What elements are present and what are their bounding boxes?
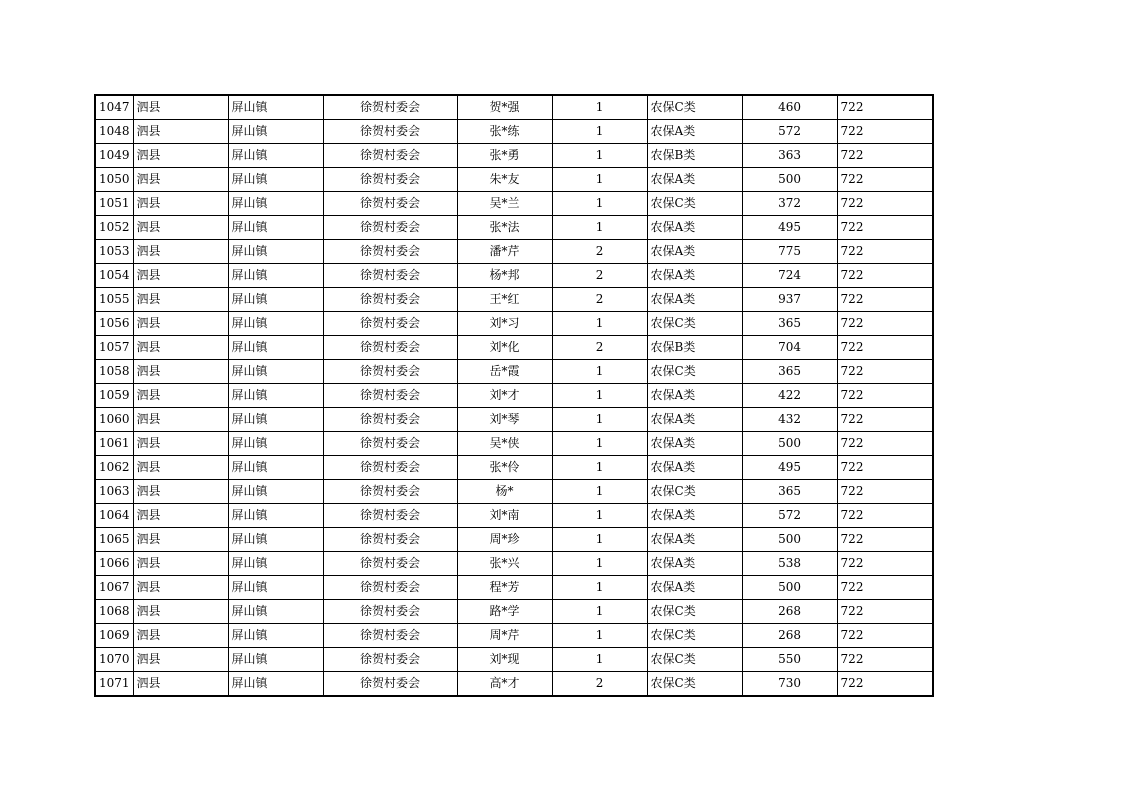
town-cell: 屏山镇 bbox=[228, 504, 323, 528]
amount-cell: 268 bbox=[742, 624, 837, 648]
category-cell: 农保A类 bbox=[647, 576, 742, 600]
standard-cell: 722 bbox=[837, 672, 933, 697]
town-cell: 屏山镇 bbox=[228, 360, 323, 384]
table-row bbox=[95, 624, 933, 648]
table-row bbox=[95, 264, 933, 288]
town-cell: 屏山镇 bbox=[228, 456, 323, 480]
category-cell: 农保C类 bbox=[647, 648, 742, 672]
household-count-cell: 1 bbox=[552, 528, 647, 552]
standard-cell: 722 bbox=[837, 192, 933, 216]
village-committee-cell: 徐贺村委会 bbox=[323, 240, 457, 264]
amount-cell: 372 bbox=[742, 192, 837, 216]
table-row bbox=[95, 216, 933, 240]
row-number-cell: 1051 bbox=[95, 192, 133, 216]
town-cell: 屏山镇 bbox=[228, 312, 323, 336]
household-count-cell: 1 bbox=[552, 576, 647, 600]
village-committee-cell: 徐贺村委会 bbox=[323, 456, 457, 480]
village-committee-cell: 徐贺村委会 bbox=[323, 648, 457, 672]
table-row bbox=[95, 648, 933, 672]
category-cell: 农保C类 bbox=[647, 480, 742, 504]
name-cell: 吴*兰 bbox=[457, 192, 552, 216]
amount-cell: 495 bbox=[742, 456, 837, 480]
row-number-cell: 1064 bbox=[95, 504, 133, 528]
amount-cell: 572 bbox=[742, 120, 837, 144]
standard-cell: 722 bbox=[837, 408, 933, 432]
town-cell: 屏山镇 bbox=[228, 648, 323, 672]
household-count-cell: 1 bbox=[552, 192, 647, 216]
village-committee-cell: 徐贺村委会 bbox=[323, 336, 457, 360]
standard-cell: 722 bbox=[837, 144, 933, 168]
county-cell: 泗县 bbox=[133, 240, 228, 264]
household-count-cell: 1 bbox=[552, 384, 647, 408]
amount-cell: 550 bbox=[742, 648, 837, 672]
household-count-cell: 1 bbox=[552, 168, 647, 192]
category-cell: 农保A类 bbox=[647, 408, 742, 432]
row-number-cell: 1050 bbox=[95, 168, 133, 192]
table-row bbox=[95, 528, 933, 552]
town-cell: 屏山镇 bbox=[228, 240, 323, 264]
table-row bbox=[95, 504, 933, 528]
standard-cell: 722 bbox=[837, 648, 933, 672]
household-count-cell: 1 bbox=[552, 504, 647, 528]
town-cell: 屏山镇 bbox=[228, 168, 323, 192]
table-row bbox=[95, 168, 933, 192]
table-row bbox=[95, 480, 933, 504]
town-cell: 屏山镇 bbox=[228, 624, 323, 648]
category-cell: 农保C类 bbox=[647, 672, 742, 697]
row-number-cell: 1057 bbox=[95, 336, 133, 360]
category-cell: 农保A类 bbox=[647, 432, 742, 456]
name-cell: 张*法 bbox=[457, 216, 552, 240]
county-cell: 泗县 bbox=[133, 312, 228, 336]
town-cell: 屏山镇 bbox=[228, 576, 323, 600]
standard-cell: 722 bbox=[837, 432, 933, 456]
amount-cell: 495 bbox=[742, 216, 837, 240]
row-number-cell: 1059 bbox=[95, 384, 133, 408]
data-table bbox=[94, 94, 934, 697]
amount-cell: 500 bbox=[742, 168, 837, 192]
county-cell: 泗县 bbox=[133, 576, 228, 600]
village-committee-cell: 徐贺村委会 bbox=[323, 168, 457, 192]
household-count-cell: 1 bbox=[552, 312, 647, 336]
category-cell: 农保B类 bbox=[647, 144, 742, 168]
table-row bbox=[95, 240, 933, 264]
category-cell: 农保A类 bbox=[647, 288, 742, 312]
table-row bbox=[95, 288, 933, 312]
village-committee-cell: 徐贺村委会 bbox=[323, 576, 457, 600]
standard-cell: 722 bbox=[837, 240, 933, 264]
household-count-cell: 1 bbox=[552, 600, 647, 624]
village-committee-cell: 徐贺村委会 bbox=[323, 408, 457, 432]
standard-cell: 722 bbox=[837, 480, 933, 504]
household-count-cell: 1 bbox=[552, 648, 647, 672]
name-cell: 吴*侠 bbox=[457, 432, 552, 456]
household-count-cell: 2 bbox=[552, 672, 647, 697]
village-committee-cell: 徐贺村委会 bbox=[323, 504, 457, 528]
table-row bbox=[95, 600, 933, 624]
standard-cell: 722 bbox=[837, 576, 933, 600]
county-cell: 泗县 bbox=[133, 120, 228, 144]
name-cell: 王*红 bbox=[457, 288, 552, 312]
amount-cell: 500 bbox=[742, 528, 837, 552]
county-cell: 泗县 bbox=[133, 600, 228, 624]
row-number-cell: 1061 bbox=[95, 432, 133, 456]
town-cell: 屏山镇 bbox=[228, 336, 323, 360]
row-number-cell: 1066 bbox=[95, 552, 133, 576]
amount-cell: 365 bbox=[742, 312, 837, 336]
village-committee-cell: 徐贺村委会 bbox=[323, 600, 457, 624]
category-cell: 农保C类 bbox=[647, 600, 742, 624]
amount-cell: 937 bbox=[742, 288, 837, 312]
village-committee-cell: 徐贺村委会 bbox=[323, 432, 457, 456]
category-cell: 农保C类 bbox=[647, 95, 742, 120]
household-count-cell: 1 bbox=[552, 456, 647, 480]
category-cell: 农保A类 bbox=[647, 216, 742, 240]
town-cell: 屏山镇 bbox=[228, 480, 323, 504]
county-cell: 泗县 bbox=[133, 95, 228, 120]
county-cell: 泗县 bbox=[133, 480, 228, 504]
village-committee-cell: 徐贺村委会 bbox=[323, 144, 457, 168]
household-count-cell: 1 bbox=[552, 432, 647, 456]
household-count-cell: 1 bbox=[552, 480, 647, 504]
town-cell: 屏山镇 bbox=[228, 432, 323, 456]
village-committee-cell: 徐贺村委会 bbox=[323, 480, 457, 504]
standard-cell: 722 bbox=[837, 336, 933, 360]
category-cell: 农保A类 bbox=[647, 120, 742, 144]
household-count-cell: 1 bbox=[552, 552, 647, 576]
standard-cell: 722 bbox=[837, 360, 933, 384]
county-cell: 泗县 bbox=[133, 552, 228, 576]
category-cell: 农保A类 bbox=[647, 168, 742, 192]
town-cell: 屏山镇 bbox=[228, 192, 323, 216]
table-row bbox=[95, 408, 933, 432]
row-number-cell: 1049 bbox=[95, 144, 133, 168]
amount-cell: 363 bbox=[742, 144, 837, 168]
table-row bbox=[95, 432, 933, 456]
amount-cell: 422 bbox=[742, 384, 837, 408]
table-row bbox=[95, 95, 933, 120]
town-cell: 屏山镇 bbox=[228, 120, 323, 144]
name-cell: 张*兴 bbox=[457, 552, 552, 576]
amount-cell: 365 bbox=[742, 360, 837, 384]
standard-cell: 722 bbox=[837, 264, 933, 288]
county-cell: 泗县 bbox=[133, 288, 228, 312]
county-cell: 泗县 bbox=[133, 144, 228, 168]
name-cell: 潘*芹 bbox=[457, 240, 552, 264]
category-cell: 农保A类 bbox=[647, 240, 742, 264]
town-cell: 屏山镇 bbox=[228, 264, 323, 288]
county-cell: 泗县 bbox=[133, 624, 228, 648]
name-cell: 张*勇 bbox=[457, 144, 552, 168]
row-number-cell: 1056 bbox=[95, 312, 133, 336]
amount-cell: 432 bbox=[742, 408, 837, 432]
household-count-cell: 1 bbox=[552, 120, 647, 144]
row-number-cell: 1068 bbox=[95, 600, 133, 624]
row-number-cell: 1053 bbox=[95, 240, 133, 264]
category-cell: 农保A类 bbox=[647, 504, 742, 528]
name-cell: 高*才 bbox=[457, 672, 552, 697]
village-committee-cell: 徐贺村委会 bbox=[323, 624, 457, 648]
row-number-cell: 1069 bbox=[95, 624, 133, 648]
county-cell: 泗县 bbox=[133, 456, 228, 480]
village-committee-cell: 徐贺村委会 bbox=[323, 216, 457, 240]
county-cell: 泗县 bbox=[133, 216, 228, 240]
name-cell: 刘*南 bbox=[457, 504, 552, 528]
standard-cell: 722 bbox=[837, 456, 933, 480]
household-count-cell: 1 bbox=[552, 95, 647, 120]
name-cell: 刘*琴 bbox=[457, 408, 552, 432]
name-cell: 刘*现 bbox=[457, 648, 552, 672]
village-committee-cell: 徐贺村委会 bbox=[323, 672, 457, 697]
name-cell: 程*芳 bbox=[457, 576, 552, 600]
amount-cell: 724 bbox=[742, 264, 837, 288]
standard-cell: 722 bbox=[837, 600, 933, 624]
household-count-cell: 1 bbox=[552, 624, 647, 648]
name-cell: 张*练 bbox=[457, 120, 552, 144]
row-number-cell: 1070 bbox=[95, 648, 133, 672]
village-committee-cell: 徐贺村委会 bbox=[323, 552, 457, 576]
row-number-cell: 1054 bbox=[95, 264, 133, 288]
town-cell: 屏山镇 bbox=[228, 384, 323, 408]
county-cell: 泗县 bbox=[133, 672, 228, 697]
table-row bbox=[95, 192, 933, 216]
standard-cell: 722 bbox=[837, 312, 933, 336]
table-row bbox=[95, 120, 933, 144]
standard-cell: 722 bbox=[837, 288, 933, 312]
name-cell: 杨*邦 bbox=[457, 264, 552, 288]
table-row bbox=[95, 312, 933, 336]
household-count-cell: 1 bbox=[552, 216, 647, 240]
county-cell: 泗县 bbox=[133, 264, 228, 288]
row-number-cell: 1048 bbox=[95, 120, 133, 144]
name-cell: 贺*强 bbox=[457, 95, 552, 120]
village-committee-cell: 徐贺村委会 bbox=[323, 95, 457, 120]
county-cell: 泗县 bbox=[133, 648, 228, 672]
category-cell: 农保C类 bbox=[647, 360, 742, 384]
town-cell: 屏山镇 bbox=[228, 552, 323, 576]
county-cell: 泗县 bbox=[133, 192, 228, 216]
town-cell: 屏山镇 bbox=[228, 216, 323, 240]
county-cell: 泗县 bbox=[133, 336, 228, 360]
village-committee-cell: 徐贺村委会 bbox=[323, 192, 457, 216]
amount-cell: 730 bbox=[742, 672, 837, 697]
town-cell: 屏山镇 bbox=[228, 288, 323, 312]
table-row bbox=[95, 384, 933, 408]
village-committee-cell: 徐贺村委会 bbox=[323, 312, 457, 336]
amount-cell: 500 bbox=[742, 432, 837, 456]
county-cell: 泗县 bbox=[133, 528, 228, 552]
standard-cell: 722 bbox=[837, 168, 933, 192]
county-cell: 泗县 bbox=[133, 384, 228, 408]
amount-cell: 572 bbox=[742, 504, 837, 528]
row-number-cell: 1060 bbox=[95, 408, 133, 432]
row-number-cell: 1055 bbox=[95, 288, 133, 312]
row-number-cell: 1065 bbox=[95, 528, 133, 552]
name-cell: 路*学 bbox=[457, 600, 552, 624]
amount-cell: 268 bbox=[742, 600, 837, 624]
table-row bbox=[95, 144, 933, 168]
category-cell: 农保C类 bbox=[647, 192, 742, 216]
amount-cell: 704 bbox=[742, 336, 837, 360]
household-count-cell: 1 bbox=[552, 360, 647, 384]
town-cell: 屏山镇 bbox=[228, 528, 323, 552]
amount-cell: 500 bbox=[742, 576, 837, 600]
row-number-cell: 1062 bbox=[95, 456, 133, 480]
village-committee-cell: 徐贺村委会 bbox=[323, 264, 457, 288]
standard-cell: 722 bbox=[837, 624, 933, 648]
category-cell: 农保A类 bbox=[647, 384, 742, 408]
village-committee-cell: 徐贺村委会 bbox=[323, 384, 457, 408]
table-row bbox=[95, 576, 933, 600]
standard-cell: 722 bbox=[837, 504, 933, 528]
amount-cell: 460 bbox=[742, 95, 837, 120]
standard-cell: 722 bbox=[837, 216, 933, 240]
county-cell: 泗县 bbox=[133, 360, 228, 384]
row-number-cell: 1052 bbox=[95, 216, 133, 240]
category-cell: 农保B类 bbox=[647, 336, 742, 360]
county-cell: 泗县 bbox=[133, 504, 228, 528]
table-row bbox=[95, 456, 933, 480]
name-cell: 刘*化 bbox=[457, 336, 552, 360]
amount-cell: 775 bbox=[742, 240, 837, 264]
household-count-cell: 2 bbox=[552, 288, 647, 312]
household-count-cell: 2 bbox=[552, 336, 647, 360]
category-cell: 农保C类 bbox=[647, 624, 742, 648]
county-cell: 泗县 bbox=[133, 168, 228, 192]
category-cell: 农保A类 bbox=[647, 528, 742, 552]
town-cell: 屏山镇 bbox=[228, 600, 323, 624]
category-cell: 农保A类 bbox=[647, 264, 742, 288]
household-count-cell: 1 bbox=[552, 144, 647, 168]
county-cell: 泗县 bbox=[133, 408, 228, 432]
town-cell: 屏山镇 bbox=[228, 408, 323, 432]
name-cell: 周*芹 bbox=[457, 624, 552, 648]
village-committee-cell: 徐贺村委会 bbox=[323, 360, 457, 384]
row-number-cell: 1063 bbox=[95, 480, 133, 504]
town-cell: 屏山镇 bbox=[228, 144, 323, 168]
village-committee-cell: 徐贺村委会 bbox=[323, 120, 457, 144]
household-count-cell: 2 bbox=[552, 264, 647, 288]
household-count-cell: 2 bbox=[552, 240, 647, 264]
category-cell: 农保C类 bbox=[647, 312, 742, 336]
name-cell: 周*珍 bbox=[457, 528, 552, 552]
category-cell: 农保A类 bbox=[647, 552, 742, 576]
household-count-cell: 1 bbox=[552, 408, 647, 432]
row-number-cell: 1047 bbox=[95, 95, 133, 120]
table-row bbox=[95, 672, 933, 697]
table-row bbox=[95, 360, 933, 384]
name-cell: 张*伶 bbox=[457, 456, 552, 480]
amount-cell: 538 bbox=[742, 552, 837, 576]
amount-cell: 365 bbox=[742, 480, 837, 504]
standard-cell: 722 bbox=[837, 95, 933, 120]
standard-cell: 722 bbox=[837, 120, 933, 144]
village-committee-cell: 徐贺村委会 bbox=[323, 528, 457, 552]
table-row bbox=[95, 552, 933, 576]
name-cell: 杨* bbox=[457, 480, 552, 504]
county-cell: 泗县 bbox=[133, 432, 228, 456]
standard-cell: 722 bbox=[837, 384, 933, 408]
town-cell: 屏山镇 bbox=[228, 672, 323, 697]
village-committee-cell: 徐贺村委会 bbox=[323, 288, 457, 312]
row-number-cell: 1067 bbox=[95, 576, 133, 600]
row-number-cell: 1071 bbox=[95, 672, 133, 697]
name-cell: 刘*习 bbox=[457, 312, 552, 336]
category-cell: 农保A类 bbox=[647, 456, 742, 480]
standard-cell: 722 bbox=[837, 528, 933, 552]
name-cell: 岳*霞 bbox=[457, 360, 552, 384]
name-cell: 朱*友 bbox=[457, 168, 552, 192]
standard-cell: 722 bbox=[837, 552, 933, 576]
table-body bbox=[95, 95, 933, 696]
table-row bbox=[95, 336, 933, 360]
row-number-cell: 1058 bbox=[95, 360, 133, 384]
town-cell: 屏山镇 bbox=[228, 95, 323, 120]
name-cell: 刘*才 bbox=[457, 384, 552, 408]
